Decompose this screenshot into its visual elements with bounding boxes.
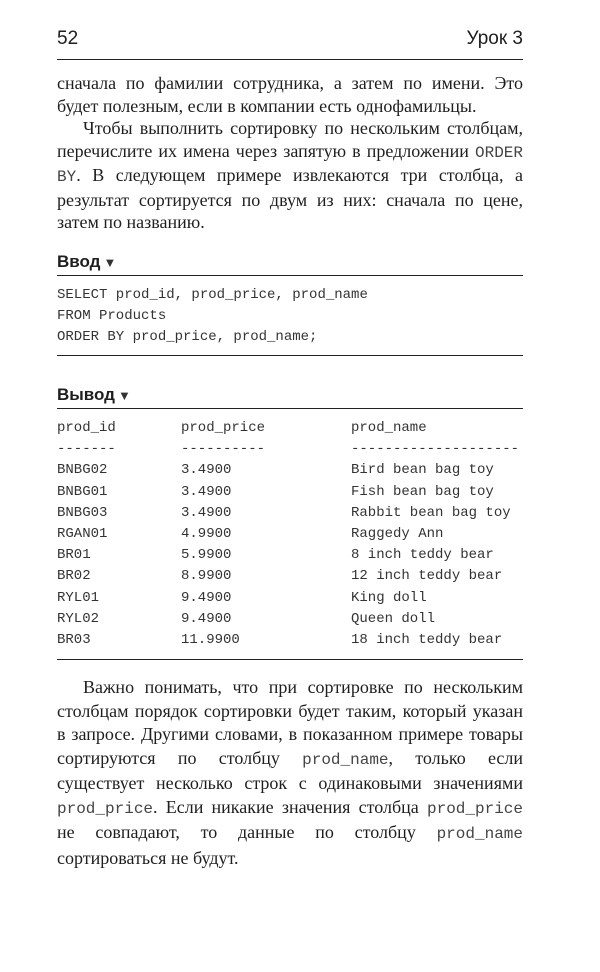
cell-prod-name: 18 inch teddy bear <box>351 631 503 648</box>
cell-prod-price: 9.4900 <box>181 589 232 606</box>
page-header <box>57 28 523 58</box>
cell-prod-name: Rabbit bean bag toy <box>351 504 511 521</box>
cell-prod-id: BNBG03 <box>57 504 108 521</box>
column-separator: -------------------- <box>351 441 520 458</box>
column-header: prod_price <box>181 420 266 436</box>
cell-prod-name: King doll <box>351 589 427 606</box>
closing-text-part: сортироваться не будут. <box>57 847 239 868</box>
table-header-row <box>57 420 523 441</box>
input-label <box>57 252 116 272</box>
cell-prod-price: 9.4900 <box>181 610 232 627</box>
inline-code: prod_price <box>57 799 154 818</box>
column-header: prod_name <box>351 420 427 436</box>
table-row <box>57 526 523 547</box>
cell-prod-id: RYL01 <box>57 589 100 606</box>
output-bottom-rule <box>57 659 523 660</box>
output-table <box>57 420 523 653</box>
cell-prod-id: BNBG02 <box>57 462 108 479</box>
cell-prod-id: BR01 <box>57 547 91 564</box>
column-separator: ---------- <box>181 441 266 458</box>
triangle-down-icon: ▼ <box>117 388 131 403</box>
table-row <box>57 568 523 589</box>
inline-code: prod_name <box>302 750 389 769</box>
table-row <box>57 611 523 632</box>
cell-prod-name: 8 inch teddy bear <box>351 547 494 564</box>
cell-prod-id: BR03 <box>57 631 91 648</box>
book-page <box>57 0 523 972</box>
closing-text-part: . Если никакие значения столбца <box>153 796 427 817</box>
table-row <box>57 462 523 483</box>
cell-prod-price: 3.4900 <box>181 504 232 521</box>
input-label-text: Ввод <box>57 252 101 271</box>
cell-prod-id: RYL02 <box>57 610 100 627</box>
table-row <box>57 547 523 568</box>
table-row <box>57 632 523 653</box>
table-row <box>57 505 523 526</box>
inline-code: prod_name <box>436 825 523 843</box>
intro-text-part: Чтобы выполнить сортировку по нескольким столбцам, перечислите их имена через запятую в предложении <box>57 118 523 161</box>
page-number: 52 <box>57 28 79 49</box>
intro-paragraph-1: сначала по фамилии сотрудника, а затем по имени. Это будет полезным, если в компании есть однофамильцы. <box>57 73 523 116</box>
cell-prod-name: Queen doll <box>351 610 436 627</box>
cell-prod-price: 3.4900 <box>181 462 232 479</box>
intro-text <box>57 72 523 234</box>
inline-code: ORDER BY <box>57 143 523 186</box>
cell-prod-name: Raggedy Ann <box>351 525 444 542</box>
cell-prod-id: BR02 <box>57 568 91 585</box>
cell-prod-price: 11.9900 <box>181 631 240 648</box>
code-line: ORDER BY prod_price, prod_name; <box>57 329 318 345</box>
cell-prod-id: RGAN01 <box>57 525 108 542</box>
cell-prod-name: Bird bean bag toy <box>351 462 494 479</box>
table-row <box>57 484 523 505</box>
table-separator-row <box>57 441 523 462</box>
intro-paragraph-2 <box>57 117 523 234</box>
cell-prod-id: BNBG01 <box>57 483 108 500</box>
code-line: SELECT prod_id, prod_price, prod_name <box>57 287 368 303</box>
output-top-rule <box>57 408 523 409</box>
cell-prod-name: 12 inch teddy bear <box>351 568 503 585</box>
inline-code: prod_price <box>426 799 523 818</box>
closing-text-part: , только если существует несколько строк с одинаковыми значениями <box>57 747 523 793</box>
column-header: prod_id <box>57 420 116 436</box>
cell-prod-price: 5.9900 <box>181 547 232 564</box>
cell-prod-name: Fish bean bag toy <box>351 483 494 500</box>
output-label-text: Вывод <box>57 385 115 404</box>
cell-prod-price: 3.4900 <box>181 483 232 500</box>
closing-paragraph <box>57 676 523 870</box>
input-bottom-rule <box>57 355 523 356</box>
column-separator: ------- <box>57 441 116 458</box>
closing-text-part: Важно понимать, что при сортировке по нескольким столбцам порядок сортировки будет таким, который указан в запросе. Другими словами, в показанном примере товары сортируются по столбцу <box>57 677 523 768</box>
closing-text-part: не совпадают, то данные по столбцу <box>57 822 437 842</box>
sql-code-block <box>57 285 523 348</box>
input-top-rule <box>57 275 523 276</box>
intro-text-part: . В следующем примере извлекаются три столбца, а результат сортируется по двум из них: сначала по цене, затем по названию. <box>57 165 523 232</box>
cell-prod-price: 4.9900 <box>181 525 232 542</box>
code-line: FROM Products <box>57 308 167 324</box>
table-row <box>57 590 523 611</box>
triangle-down-icon: ▼ <box>103 255 117 270</box>
header-rule <box>57 59 523 60</box>
cell-prod-price: 8.9900 <box>181 568 232 585</box>
output-label <box>57 385 131 405</box>
chapter-title: Урок 3 <box>466 28 523 49</box>
